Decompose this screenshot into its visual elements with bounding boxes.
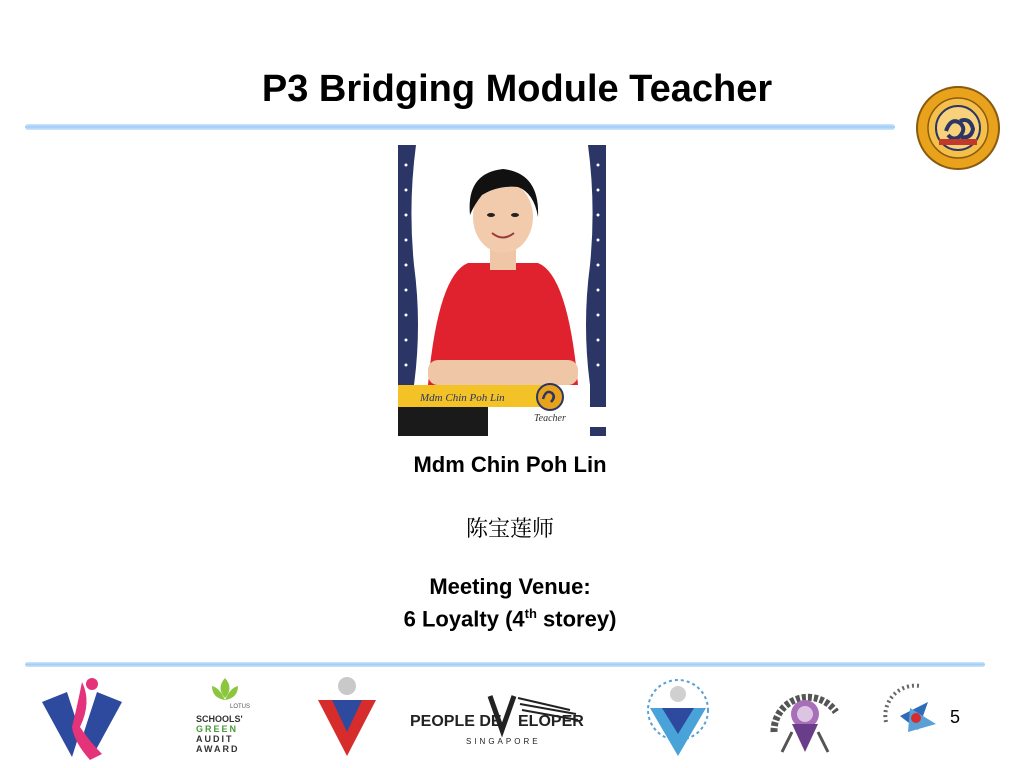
venue-label: Meeting Venue: <box>429 574 591 599</box>
venue-location <box>0 606 1020 632</box>
people-de-text: PEOPLE DE <box>410 713 502 730</box>
schools-text: SCHOOLS' <box>196 714 243 724</box>
people-developer-logo <box>410 690 610 750</box>
venue-prefix: 6 Loyalty (4 <box>403 606 525 632</box>
top-divider <box>25 124 895 130</box>
innovation-award-logo-icon <box>880 672 948 762</box>
singapore-text: SINGAPORE <box>466 737 541 746</box>
organisation-development-logo-icon <box>640 672 716 762</box>
people-developer-icon <box>410 690 610 750</box>
photo-role-banner: Teacher <box>534 413 566 424</box>
photo-name-banner: Mdm Chin Poh Lin <box>420 392 505 404</box>
bottom-divider <box>25 662 985 667</box>
teacher-name-chinese: 陈宝莲师 <box>465 516 554 541</box>
school-emblem-icon <box>915 85 1001 171</box>
eloper-text: ELOPER <box>518 713 584 730</box>
lotus-text: LOTUS <box>230 704 251 710</box>
award-text: AWARD <box>196 744 240 754</box>
page-number: 5 <box>950 707 961 727</box>
audit-text: AUDIT <box>196 734 234 744</box>
venue-suffix: storey) <box>536 606 617 632</box>
slide-title: P3 Bridging Module Teacher <box>261 68 773 110</box>
sustained-achievement-award-icon <box>762 672 848 762</box>
teacher-name: Mdm Chin Poh Lin <box>413 452 607 477</box>
triangle-award-logo-icon <box>312 672 382 762</box>
teacher-photo <box>398 145 606 436</box>
venue-ordinal: th <box>524 606 537 621</box>
green-text: GREEN <box>196 724 239 734</box>
green-audit-logo-icon <box>190 672 260 762</box>
kids-logo-icon <box>32 672 132 764</box>
